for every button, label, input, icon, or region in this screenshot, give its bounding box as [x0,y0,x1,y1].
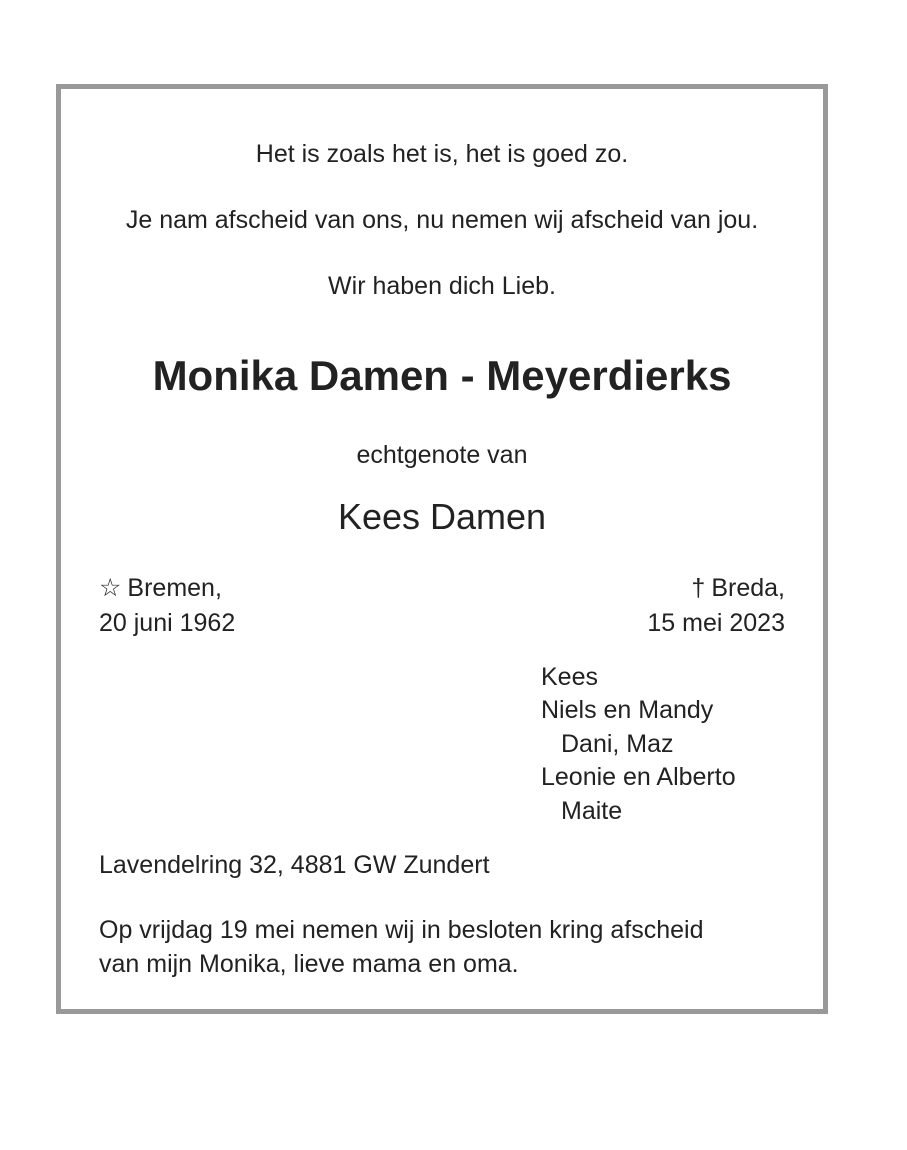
quote-line-3: Wir haben dich Lieb. [328,272,556,300]
family-line-4: Leonie en Alberto [541,763,736,791]
death-date: 15 mei 2023 [647,609,785,637]
cross-icon: † [691,574,706,602]
address: Lavendelring 32, 4881 GW Zundert [99,851,490,879]
quote-line-1: Het is zoals het is, het is goed zo. [255,140,629,168]
relation-text: echtgenote van [356,441,528,469]
birth-date: 20 juni 1962 [99,609,236,637]
deceased-name: Monika Damen - Meyerdierks [152,352,732,399]
spouse-name: Kees Damen [337,496,547,537]
obituary-card [56,84,828,1014]
family-line-5: Maite [561,797,623,825]
death-place [691,571,785,605]
star-icon: ☆ [99,574,122,602]
death-place-text: Breda, [711,574,785,602]
farewell-line-2: van mijn Monika, lieve mama en oma. [99,950,519,978]
family-line-3: Dani, Maz [561,730,674,758]
birth-place [99,571,222,605]
family-line-2: Niels en Mandy [541,696,714,724]
farewell-line-1: Op vrijdag 19 mei nemen wij in besloten kring afscheid [99,916,704,944]
quote-line-2: Je nam afscheid van ons, nu nemen wij afscheid van jou. [125,206,759,234]
birth-place-text: Bremen, [127,574,222,602]
family-line-1: Kees [541,663,598,691]
